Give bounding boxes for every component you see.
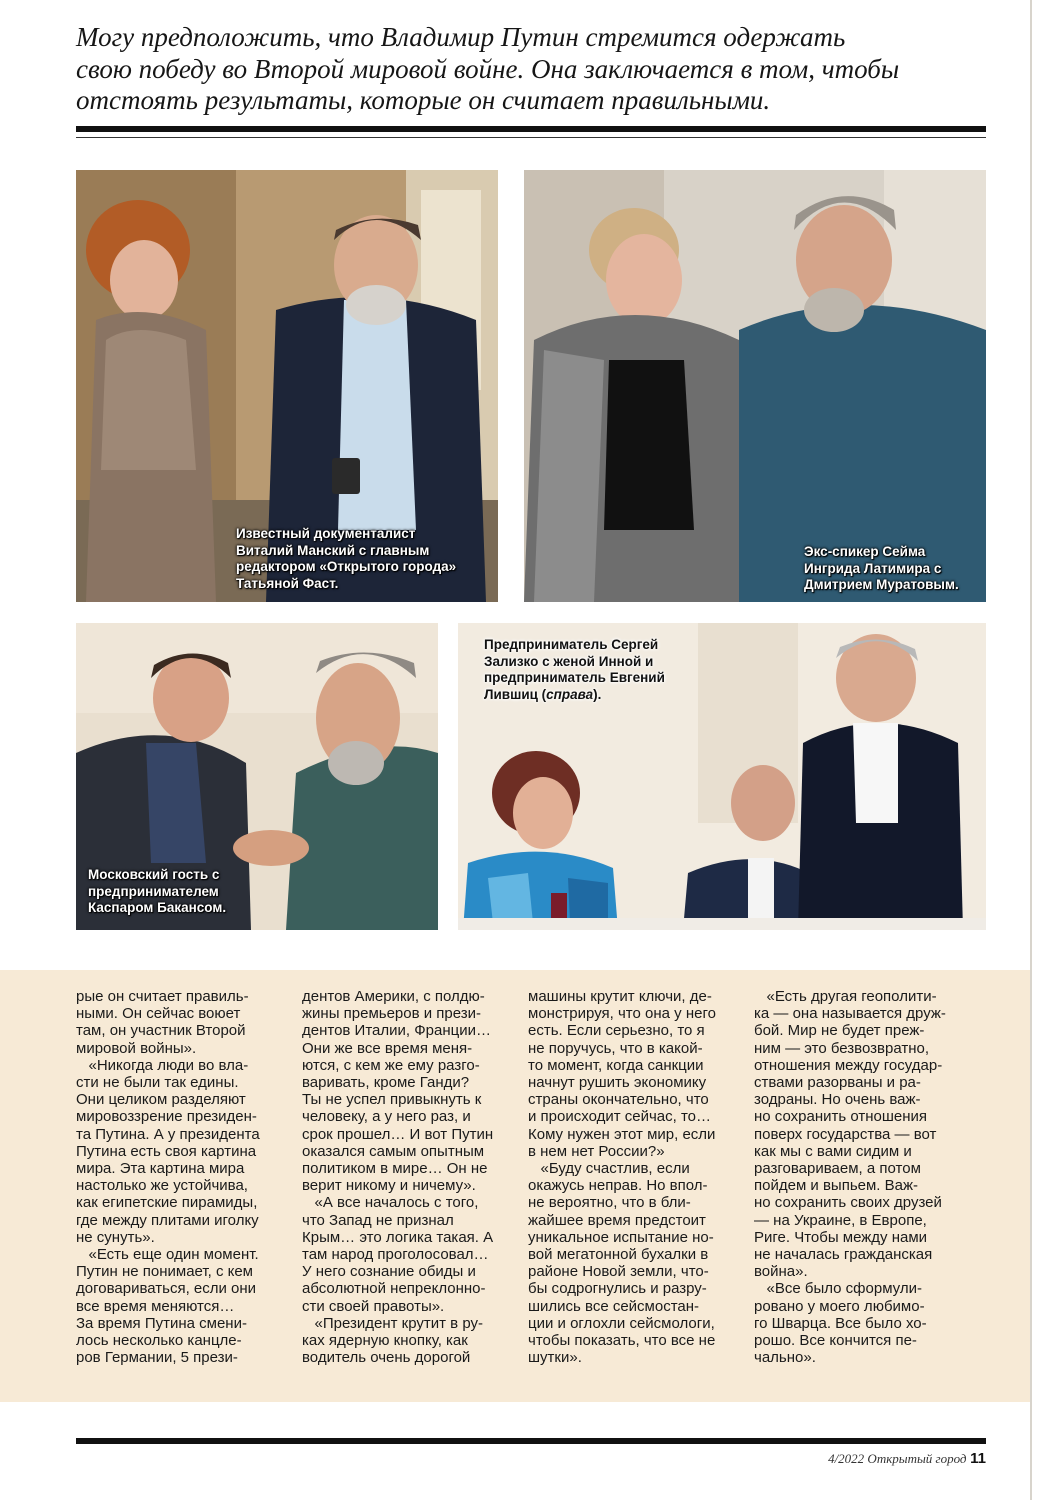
article-line: рые он считает правиль- [76,988,249,1005]
article-line: в нем нет России?» [528,1142,665,1160]
article-line: страны окончательно, что [528,1091,709,1109]
article-line: оказался самым опытным [302,1142,485,1160]
article-line: водитель очень дорогой [302,1349,471,1367]
caption-line: Предприниматель Сергей [484,637,659,652]
article-line: то момент, когда санкции [528,1056,704,1074]
article-line: жайшее время предстоит [528,1211,706,1229]
article-line: окажусь неправ. Но впол- [528,1177,708,1195]
article-line: дентов Италии, Франции… [302,1022,491,1040]
article-line: ках ядерную кнопку, как [302,1332,468,1350]
caption-line [484,687,665,704]
article-line: есть. Если серьезно, то я [528,1022,705,1040]
article-line: как египетские пирамиды, [76,1194,258,1212]
article-line: мировоззрение президен- [76,1108,257,1126]
article-line: бы содрогнулись и разру- [528,1280,707,1298]
article-line: верит никому и ничему». [302,1177,476,1195]
photo-zalizko-livshits [458,623,986,930]
pull-quote-line: свою победу во Второй мировой войне. Она заключается в том, чтобы [76,53,900,84]
article-line: Путин не понимает, с кем [76,1263,253,1281]
article-line: поверх государства — вот [754,1125,937,1143]
article-line: ции и оглохли сейсмологи, [528,1314,715,1332]
article-line: мировой войны». [76,1039,197,1057]
article-line: не сунуть». [76,1228,155,1246]
photo-caption [236,526,456,592]
article-line: У него сознание обиды и [302,1263,476,1281]
article-column-4 [754,988,946,1366]
article-column-1 [76,988,260,1366]
article-line: сти не были так едины. [76,1074,239,1092]
article-line: Кому нужен этот мир, если [528,1125,716,1143]
page-footer [828,1450,986,1467]
article-line: пойдем и выпьем. Важ- [754,1177,919,1195]
article-line: война». [754,1263,808,1281]
article-line: отношения между государ- [754,1056,943,1074]
photo-caption [88,867,226,917]
article-line: дентов Америки, с полдю- [302,988,485,1005]
article-line: абсолютной непреклонно- [302,1280,486,1298]
article-line: ка — она называется друж- [754,1005,946,1023]
article-line: сти своей правоты». [302,1297,445,1315]
pull-quote-line: Могу предположить, что Владимир Путин стремится одержать [76,22,846,52]
article-line: Риге. Чтобы между нами [754,1228,928,1246]
article-line: не вероятно, что в бли- [528,1194,691,1212]
article-line: «Есть другая геополити- [754,988,937,1005]
article-line: лось несколько канцле- [76,1332,242,1350]
article-line: та Путина. А у президента [76,1125,260,1143]
page-number: 11 [970,1450,986,1467]
top-rule [76,126,986,132]
article-line: ровано у моего любимо- [754,1297,925,1315]
caption-line: Татьяной Фаст. [236,575,339,591]
bottom-rule [76,1438,986,1444]
article-line: «Никогда люди во вла- [76,1056,249,1074]
pull-quote [76,22,976,117]
article-line: варивать, кроме Ганди? [302,1074,470,1092]
article-line: машины крутит ключи, де- [528,988,712,1005]
photo-caption [484,637,665,703]
article-line: там, он участник Второй [76,1022,246,1040]
article-line: вой мегатонной бухалки в [528,1246,709,1264]
caption-line: предпринимателем [88,883,219,899]
photo-mansky-fast [76,170,498,602]
article-line: «А все началось с того, [302,1194,479,1212]
article-column-2 [302,988,493,1366]
article-line: уникальное испытание но- [528,1228,714,1246]
caption-line: Дмитрием Муратовым. [804,577,959,592]
article-line: человеку, а у него раз, и [302,1108,471,1126]
article-line: где между плитами иголку [76,1211,259,1229]
article-line: политиком в мире… Он не [302,1160,488,1178]
article-line: «Буду счастлив, если [528,1160,690,1178]
article-line: чтобы показать, что все не [528,1332,716,1350]
article-line: Ты не успел привыкнуть к [302,1091,482,1109]
article-line: ными. Он сейчас воюет [76,1005,241,1023]
article-line: Крым… это логика такая. А [302,1228,494,1246]
article-line: настолько же устойчива, [76,1177,248,1195]
article-line: шились все сейсмостан- [528,1297,700,1315]
caption-line: Зализко с женой Инной и [484,653,654,669]
issue-label: 4/2022 Открытый город [828,1451,967,1466]
article-line: Они же все время меня- [302,1039,473,1057]
caption-line: Экс-спикер Сейма [804,544,926,559]
article-line: «Все было сформули- [754,1280,922,1298]
photo-caption [804,544,959,594]
article-line: как мы с вами сидим и [754,1142,912,1160]
article-line: жины премьеров и прези- [302,1005,482,1023]
article-line: Они целиком разделяют [76,1091,246,1109]
article-line: мира. Эта картина мира [76,1160,245,1178]
caption-line: Виталий Манский с главным [236,542,430,558]
article-line: го Шварца. Все было хо- [754,1314,927,1332]
article-line: «Есть еще один момент. [76,1246,259,1264]
article-line: ров Германии, 5 прези- [76,1349,238,1367]
article-line: договариваться, если они [76,1280,257,1298]
article-line: ются, с кем же ему разго- [302,1056,480,1074]
pull-quote-line: отстоять результаты, которые он считает правильными. [76,85,771,115]
article-line: Путина есть своя картина [76,1142,257,1160]
article-line: рошо. Все кончится пе- [754,1332,917,1350]
article-line: что Запад не признал [302,1211,454,1229]
article-line: но сохранить отношения [754,1108,928,1126]
caption-line: Московский гость с [88,867,220,882]
article-line: не началась гражданская [754,1246,933,1264]
article-line: чально». [754,1349,816,1367]
article-line: шутки». [528,1349,582,1367]
top-rule-thin [76,137,986,138]
page-edge-line [1030,0,1032,1500]
article-line: бой. Мир не будет преж- [754,1022,925,1040]
caption-tail: ). [593,686,602,702]
article-line: районе Новой земли, что- [528,1263,709,1281]
article-line: монстрируя, что она у него [528,1005,716,1023]
caption-line: предприниматель Евгений [484,670,665,685]
article-line: ствами разорваны и ра- [754,1074,921,1092]
article-line: ним — это безвозвратно, [754,1039,929,1057]
caption-line: редактором «Открытого города» [236,559,457,574]
article-line: там народ проголосовал… [302,1246,489,1264]
article-column-3 [528,988,716,1366]
photo-latimira-muratov [524,170,986,602]
caption-emphasis: справа [546,686,594,702]
article-line: все время меняются… [76,1297,235,1315]
caption-line: Известный документалист [236,526,416,541]
article-line: и происходит сейчас, то… [528,1108,712,1126]
caption-line: Ингрида Латимира с [804,560,942,576]
article-line: зодраны. Но очень важ- [754,1091,921,1109]
caption-line: Каспаром Бакансом. [88,900,227,915]
photo-moscow-guest-bakans [76,623,438,930]
article-line: разговариваем, а потом [754,1160,921,1178]
article-line: не поручусь, что в какой- [528,1039,703,1057]
article-line: но сохранить своих друзей [754,1194,942,1212]
photo-image [524,170,986,602]
article-line: «Президент крутит в ру- [302,1314,483,1332]
article-line: — на Украине, в Европе, [754,1211,927,1229]
article-line: срок прошел… И вот Путин [302,1125,494,1143]
article-line: За время Путина смени- [76,1314,247,1332]
caption-text: Лившиц ( [484,686,547,702]
article-line: начнут рушить экономику [528,1074,707,1092]
